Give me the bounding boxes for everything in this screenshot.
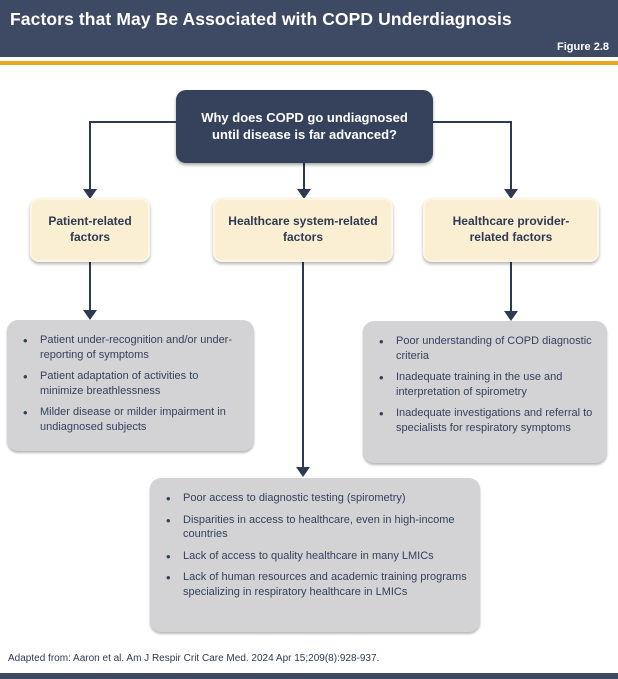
bullet-item: • Poor understanding of COPD diagnostic criteria [377, 334, 597, 363]
category-label: Healthcare provider-related factors [452, 214, 570, 244]
bottom-accent-bar [0, 673, 618, 679]
source-citation: Adapted from: Aaron et al. Am J Respir Crit Care Med. 2024 Apr 15;209(8):928-937. [8, 653, 380, 664]
category-label: Patient-related factors [48, 214, 132, 244]
system-factors-box [150, 478, 480, 632]
header-bar [0, 0, 618, 57]
provider-factors-box [363, 321, 607, 463]
root-question-box [176, 90, 433, 163]
root-question-text: Why does COPD go undiagnosed until disease is far advanced? [201, 109, 408, 142]
bullet-item: • Disparities in access to healthcare, even in high-income countries [164, 513, 470, 542]
page-title: Factors that May Be Associated with COPD Underdiagnosis [10, 9, 512, 29]
connector-left [90, 122, 176, 190]
category-box-system [213, 198, 393, 262]
bullet-item: • Poor access to diagnostic testing (spirometry) [164, 491, 470, 506]
bullet-item: • Lack of access to quality healthcare in many LMICs [164, 549, 470, 564]
gold-divider [0, 61, 618, 65]
connector-right [433, 122, 511, 190]
system-factors-list [150, 478, 480, 616]
category-box-provider [423, 198, 599, 262]
bullet-item: • Milder disease or milder impairment in undiagnosed subjects [21, 405, 244, 434]
bullet-item: • Inadequate investigations and referral to specialists for respiratory symptoms [377, 406, 597, 435]
category-label: Healthcare system-related factors [228, 214, 378, 244]
arrowhead-icon [296, 467, 310, 477]
category-box-patient [30, 198, 150, 262]
arrowhead-icon [83, 310, 97, 320]
arrowhead-icon [504, 311, 518, 321]
patient-factors-box [7, 320, 254, 451]
bullet-item: • Patient adaptation of activities to minimize breathlessness [21, 369, 244, 398]
patient-factors-list [7, 320, 254, 451]
provider-factors-list [363, 321, 607, 452]
bullet-item: • Patient under-recognition and/or under-reporting of symptoms [21, 333, 244, 362]
bullet-item: • Inadequate training in the use and interpretation of spirometry [377, 370, 597, 399]
figure-number-label: Figure 2.8 [557, 41, 609, 53]
bullet-item: • Lack of human resources and academic training programs specializing in respiratory healthcare in LMICs [164, 570, 470, 599]
